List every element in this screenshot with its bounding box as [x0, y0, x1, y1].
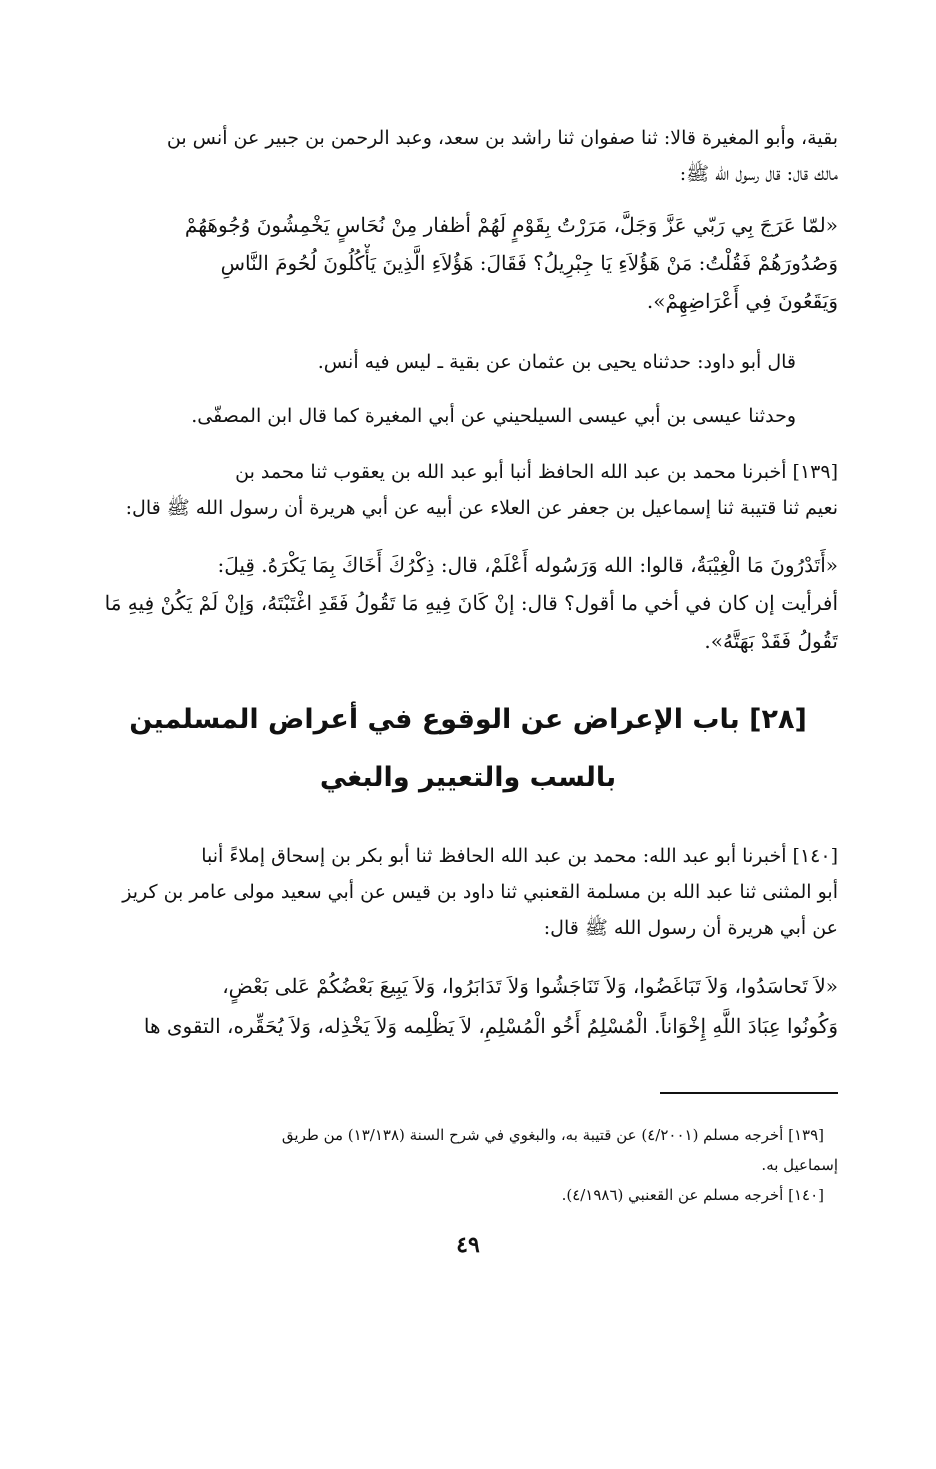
footnote-140: [١٤٠] أخرجه مسلم عن القعنبي (٤/١٩٨٦).	[561, 1186, 824, 1204]
page-number: ٤٩	[456, 1232, 480, 1258]
text-line: وَيَقَعُونَ فِي أَعْرَاضِهِمْ».	[646, 289, 838, 313]
isnad-139	[98, 454, 838, 526]
text-line: «لمّا عَرَجَ بِي رَبّي عَزَّ وَجَلَّ، مَرَرْتُ بِقَوْمٍ لَهُمْ أظفار مِنْ نُحَاسٍ يَخْمِشُونَ وُجُوهَهُمْ	[184, 213, 838, 237]
text-line: [١٤٠] أخبرنا أبو عبد الله: محمد بن عبد الله الحافظ ثنا أبو بكر بن إسحاق إملاءً أنبا	[201, 845, 838, 867]
text-line: بقية، وأبو المغيرة قالا: ثنا صفوان ثنا راشد بن سعد، وعبد الرحمن بن جبير عن أنس بن	[166, 127, 838, 149]
footnote-separator	[660, 1092, 838, 1094]
text-line: «لاَ تَحاسَدُوا، وَلاَ تَبَاغَضُوا، وَلاَ تَنَاجَشُوا وَلاَ تَدَابَرُوا، وَلاَ يَبِيعَ بَعْضُكُمْ عَلى بَعْضٍ،	[222, 974, 838, 998]
text-line: تَقُولُ فَقَدْ بَهَتَّهُ».	[704, 629, 838, 653]
text-line: نعيم ثنا قتيبة ثنا إسماعيل بن جعفر عن العلاء عن أبيه عن أبي هريرة أن رسول الله ﷺ قال:	[125, 497, 838, 519]
text-line: عن أبي هريرة أن رسول الله ﷺ قال:	[543, 917, 838, 939]
text-line: وَكُونُوا عِبَادَ اللَّهِ إِخْوَاناً. الْمُسْلِمُ أَخُو الْمُسْلِمِ، لاَ يَظْلِمه وَلاَ يَخْذِله، وَلاَ يُحَقِّره، التقوى ها	[143, 1014, 838, 1038]
continued-isnad-paragraph	[98, 120, 838, 192]
isnad-140	[98, 838, 838, 946]
text-line: قال أبو داود: حدثناه يحيى بن عثمان عن بقية ـ ليس فيه أنس.	[317, 351, 796, 373]
text-line: وحدثنا عيسى بن أبي عيسى السيلحيني عن أبي المغيرة كما قال ابن المصفّى.	[191, 405, 796, 427]
hadith-text-139	[98, 546, 838, 660]
text-line: [١٣٩] أخبرنا محمد بن عبد الله الحافظ أنبا أبو عبد الله بن يعقوب ثنا محمد بن	[235, 461, 838, 483]
footnotes	[98, 1120, 838, 1210]
footnote-139-line: [١٣٩] أخرجه مسلم (٤/٢٠٠١) عن قتيبة به، والبغوي في شرح السنة (١٣/١٣٨) من طريق	[281, 1126, 824, 1144]
chapter-heading-line-2: بالسب والتعيير والبغي	[319, 762, 617, 793]
hadith-text-140	[98, 966, 838, 1046]
text-line: أبو المثنى ثنا عبد الله بن مسلمة القعنبي ثنا داود بن قيس عن أبي سعيد مولى عامر بن كريز	[122, 881, 838, 903]
hadith-text-miraj	[98, 206, 838, 320]
footnote-139-line: إسماعيل به.	[761, 1156, 838, 1174]
text-line: مالك قال: قال رسول الله ﷺ:	[679, 163, 838, 185]
text-line: «أَتَدْرُونَ مَا الْغِيْبَةُ، قالوا: الله وَرَسُوله أَعْلَمْ، قال: ذِكْرُكَ أَخَاكَ بِمَا يَكْرَهُ. قِيلَ:	[217, 553, 838, 577]
chapter-heading-line-1: [٢٨] باب الإعراض عن الوقوع في أعراض المسلمين	[129, 704, 807, 735]
abu-dawud-note	[98, 344, 838, 380]
text-line: وَصُدُورَهُمْ فَقُلْتُ: مَنْ هَؤُلاَءِ يَا جِبْرِيلُ؟ فَقَالَ: هَؤُلاَءِ الَّذِينَ يَأْكُلُونَ لُحُومَ النَّاسِ	[220, 251, 838, 275]
isa-note	[98, 398, 838, 434]
text-line: أفرأيت إن كان في أخي ما أقول؟ قال: إنْ كَانَ فِيهِ مَا تَقُولُ فَقَدِ اغْتَبْتَهُ، وَإنْ لَمْ يَكُنْ فِيهِ مَا	[104, 591, 838, 615]
